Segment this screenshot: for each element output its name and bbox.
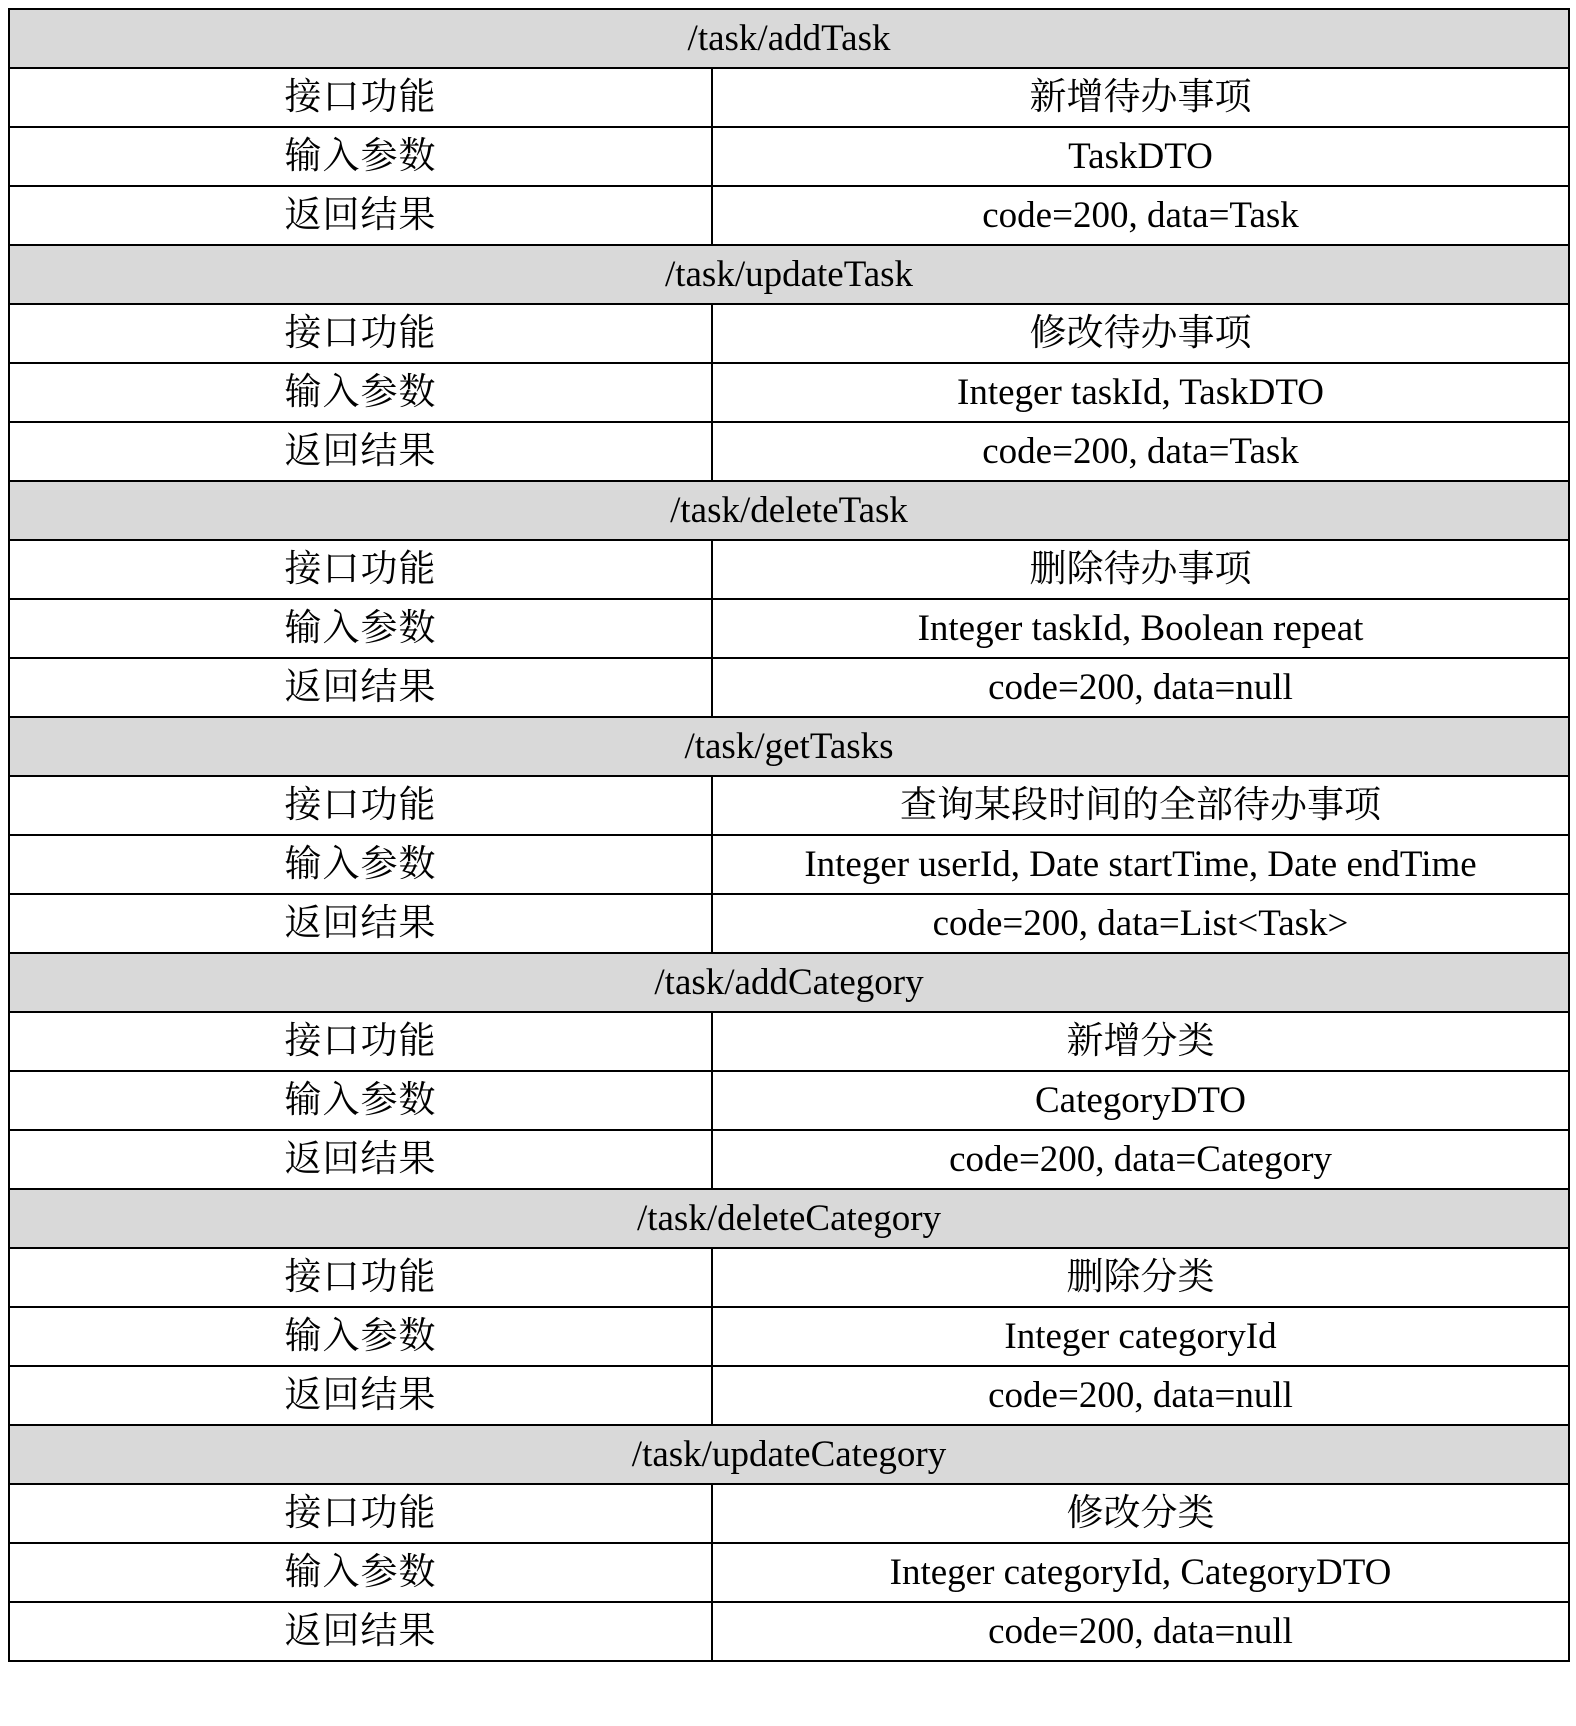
result-label: 返回结果 xyxy=(9,186,712,245)
function-label: 接口功能 xyxy=(9,776,712,835)
input-row xyxy=(9,1543,1569,1602)
result-value: code=200, data=null xyxy=(712,1366,1569,1425)
input-row xyxy=(9,1307,1569,1366)
result-value: code=200, data=Category xyxy=(712,1130,1569,1189)
function-row xyxy=(9,776,1569,835)
endpoint-path: /task/addCategory xyxy=(9,953,1569,1012)
result-row xyxy=(9,186,1569,245)
result-row xyxy=(9,1366,1569,1425)
input-label: 输入参数 xyxy=(9,1307,712,1366)
function-row xyxy=(9,1012,1569,1071)
result-label: 返回结果 xyxy=(9,1602,712,1661)
result-row xyxy=(9,658,1569,717)
result-value: code=200, data=null xyxy=(712,1602,1569,1661)
function-row xyxy=(9,304,1569,363)
function-label: 接口功能 xyxy=(9,304,712,363)
endpoint-path: /task/updateTask xyxy=(9,245,1569,304)
input-row xyxy=(9,363,1569,422)
input-label: 输入参数 xyxy=(9,1543,712,1602)
function-label: 接口功能 xyxy=(9,1248,712,1307)
api-table xyxy=(8,8,1570,1662)
function-row xyxy=(9,1248,1569,1307)
result-row xyxy=(9,422,1569,481)
endpoint-path: /task/addTask xyxy=(9,9,1569,68)
result-value: code=200, data=Task xyxy=(712,186,1569,245)
function-value: 删除待办事项 xyxy=(712,540,1569,599)
result-row xyxy=(9,894,1569,953)
input-row xyxy=(9,599,1569,658)
result-label: 返回结果 xyxy=(9,1366,712,1425)
endpoint-header-row xyxy=(9,245,1569,304)
result-row xyxy=(9,1602,1569,1661)
function-value: 查询某段时间的全部待办事项 xyxy=(712,776,1569,835)
function-value: 修改待办事项 xyxy=(712,304,1569,363)
function-value: 删除分类 xyxy=(712,1248,1569,1307)
result-row xyxy=(9,1130,1569,1189)
function-row xyxy=(9,68,1569,127)
function-value: 修改分类 xyxy=(712,1484,1569,1543)
input-label: 输入参数 xyxy=(9,127,712,186)
input-label: 输入参数 xyxy=(9,599,712,658)
result-value: code=200, data=List<Task> xyxy=(712,894,1569,953)
function-label: 接口功能 xyxy=(9,1484,712,1543)
api-table-body xyxy=(9,9,1569,1661)
endpoint-header-row xyxy=(9,9,1569,68)
input-label: 输入参数 xyxy=(9,363,712,422)
function-label: 接口功能 xyxy=(9,540,712,599)
input-label: 输入参数 xyxy=(9,835,712,894)
result-label: 返回结果 xyxy=(9,658,712,717)
result-value: code=200, data=null xyxy=(712,658,1569,717)
input-value: CategoryDTO xyxy=(712,1071,1569,1130)
endpoint-path: /task/deleteCategory xyxy=(9,1189,1569,1248)
endpoint-path: /task/updateCategory xyxy=(9,1425,1569,1484)
input-row xyxy=(9,835,1569,894)
result-label: 返回结果 xyxy=(9,894,712,953)
function-value: 新增待办事项 xyxy=(712,68,1569,127)
input-value: Integer taskId, Boolean repeat xyxy=(712,599,1569,658)
endpoint-header-row xyxy=(9,481,1569,540)
function-row xyxy=(9,540,1569,599)
input-row xyxy=(9,1071,1569,1130)
endpoint-header-row xyxy=(9,717,1569,776)
endpoint-header-row xyxy=(9,1189,1569,1248)
function-value: 新增分类 xyxy=(712,1012,1569,1071)
input-row xyxy=(9,127,1569,186)
function-row xyxy=(9,1484,1569,1543)
endpoint-path: /task/getTasks xyxy=(9,717,1569,776)
result-label: 返回结果 xyxy=(9,1130,712,1189)
function-label: 接口功能 xyxy=(9,1012,712,1071)
endpoint-header-row xyxy=(9,953,1569,1012)
endpoint-path: /task/deleteTask xyxy=(9,481,1569,540)
input-value: Integer userId, Date startTime, Date endTime xyxy=(712,835,1569,894)
result-value: code=200, data=Task xyxy=(712,422,1569,481)
input-value: TaskDTO xyxy=(712,127,1569,186)
endpoint-header-row xyxy=(9,1425,1569,1484)
input-value: Integer taskId, TaskDTO xyxy=(712,363,1569,422)
input-value: Integer categoryId xyxy=(712,1307,1569,1366)
input-value: Integer categoryId, CategoryDTO xyxy=(712,1543,1569,1602)
function-label: 接口功能 xyxy=(9,68,712,127)
result-label: 返回结果 xyxy=(9,422,712,481)
input-label: 输入参数 xyxy=(9,1071,712,1130)
